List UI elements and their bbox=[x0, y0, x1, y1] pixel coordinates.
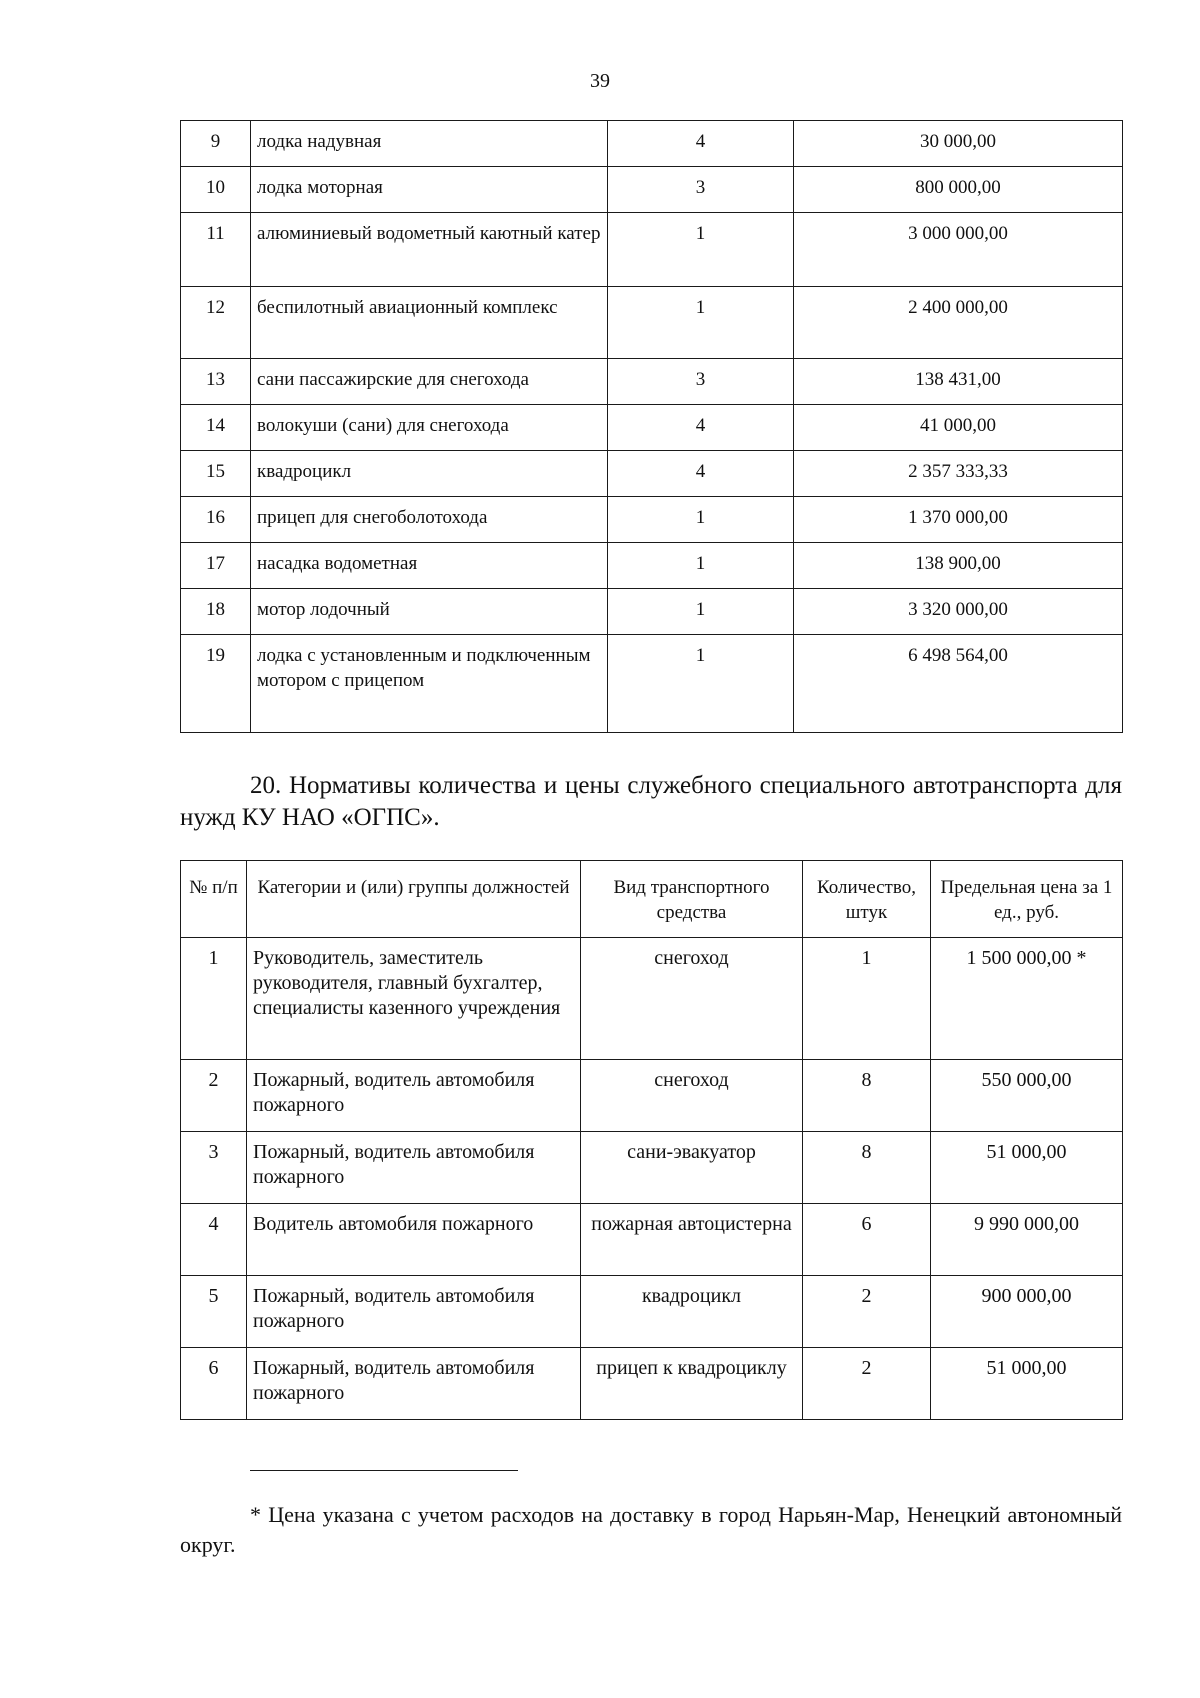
item-price: 2 400 000,00 bbox=[794, 287, 1123, 359]
item-price: 3 320 000,00 bbox=[794, 589, 1123, 635]
position-category: Пожарный, водитель автомобиля пожарного bbox=[247, 1060, 581, 1132]
table-row bbox=[181, 359, 1123, 405]
row-number: 11 bbox=[181, 213, 251, 287]
vehicle-price: 550 000,00 bbox=[931, 1060, 1123, 1132]
vehicle-type: квадроцикл bbox=[581, 1276, 803, 1348]
vehicle-price: 51 000,00 bbox=[931, 1348, 1123, 1420]
vehicle-price: 900 000,00 bbox=[931, 1276, 1123, 1348]
vehicle-quantity: 1 bbox=[803, 938, 931, 1060]
item-quantity: 1 bbox=[608, 497, 794, 543]
item-name: алюминиевый водометный каютный катер bbox=[251, 213, 608, 287]
item-name: лодка моторная bbox=[251, 167, 608, 213]
vehicle-quantity: 2 bbox=[803, 1276, 931, 1348]
row-number: 10 bbox=[181, 167, 251, 213]
vehicle-type: снегоход bbox=[581, 1060, 803, 1132]
item-price: 138 431,00 bbox=[794, 359, 1123, 405]
table-row bbox=[181, 938, 1123, 1060]
table-row bbox=[181, 1060, 1123, 1132]
table-row bbox=[181, 213, 1123, 287]
table-header-row bbox=[181, 861, 1123, 938]
vehicle-standards-table bbox=[180, 860, 1123, 1420]
item-name: мотор лодочный bbox=[251, 589, 608, 635]
table-row bbox=[181, 1348, 1123, 1420]
table-row bbox=[181, 287, 1123, 359]
table-row bbox=[181, 1276, 1123, 1348]
table-row bbox=[181, 1132, 1123, 1204]
equipment-table bbox=[180, 120, 1123, 733]
position-category: Пожарный, водитель автомобиля пожарного bbox=[247, 1132, 581, 1204]
header-quantity: Количество, штук bbox=[803, 861, 931, 938]
item-name: прицеп для снегоболотохода bbox=[251, 497, 608, 543]
row-number: 5 bbox=[181, 1276, 247, 1348]
table-row bbox=[181, 405, 1123, 451]
page-number: 39 bbox=[590, 70, 610, 92]
row-number: 15 bbox=[181, 451, 251, 497]
header-price: Предельная цена за 1 ед., руб. bbox=[931, 861, 1123, 938]
row-number: 6 bbox=[181, 1348, 247, 1420]
row-number: 1 bbox=[181, 938, 247, 1060]
item-price: 3 000 000,00 bbox=[794, 213, 1123, 287]
position-category: Водитель автомобиля пожарного bbox=[247, 1204, 581, 1276]
header-number: № п/п bbox=[181, 861, 247, 938]
vehicle-price: 1 500 000,00 * bbox=[931, 938, 1123, 1060]
vehicle-quantity: 6 bbox=[803, 1204, 931, 1276]
vehicle-price: 9 990 000,00 bbox=[931, 1204, 1123, 1276]
item-quantity: 3 bbox=[608, 167, 794, 213]
row-number: 2 bbox=[181, 1060, 247, 1132]
vehicle-type: пожарная автоцистерна bbox=[581, 1204, 803, 1276]
vehicle-price: 51 000,00 bbox=[931, 1132, 1123, 1204]
item-price: 1 370 000,00 bbox=[794, 497, 1123, 543]
item-quantity: 1 bbox=[608, 287, 794, 359]
item-quantity: 1 bbox=[608, 213, 794, 287]
row-number: 19 bbox=[181, 635, 251, 733]
row-number: 18 bbox=[181, 589, 251, 635]
position-category: Руководитель, заместитель руководителя, главный бухгалтер, специалисты казенного учреждения bbox=[247, 938, 581, 1060]
position-category: Пожарный, водитель автомобиля пожарного bbox=[247, 1348, 581, 1420]
item-price: 800 000,00 bbox=[794, 167, 1123, 213]
item-quantity: 1 bbox=[608, 635, 794, 733]
table-row bbox=[181, 497, 1123, 543]
item-quantity: 1 bbox=[608, 543, 794, 589]
table-row bbox=[181, 121, 1123, 167]
item-name: квадроцикл bbox=[251, 451, 608, 497]
item-name: сани пассажирские для снегохода bbox=[251, 359, 608, 405]
row-number: 13 bbox=[181, 359, 251, 405]
table-row bbox=[181, 543, 1123, 589]
header-category: Категории и (или) группы должностей bbox=[247, 861, 581, 938]
item-quantity: 3 bbox=[608, 359, 794, 405]
table-row bbox=[181, 167, 1123, 213]
table-row bbox=[181, 589, 1123, 635]
item-name: лодка надувная bbox=[251, 121, 608, 167]
section-heading: 20. Нормативы количества и цены служебного специального автотранспорта для нужд КУ НАО «ОГПС». bbox=[180, 772, 1122, 831]
item-quantity: 4 bbox=[608, 451, 794, 497]
table-row bbox=[181, 1204, 1123, 1276]
row-number: 4 bbox=[181, 1204, 247, 1276]
item-quantity: 1 bbox=[608, 589, 794, 635]
position-category: Пожарный, водитель автомобиля пожарного bbox=[247, 1276, 581, 1348]
header-vehicle: Вид транспортного средства bbox=[581, 861, 803, 938]
footnote: * Цена указана с учетом расходов на доставку в город Нарьян-Мар, Ненецкий автономный округ. bbox=[180, 1502, 1122, 1557]
row-number: 16 bbox=[181, 497, 251, 543]
row-number: 9 bbox=[181, 121, 251, 167]
row-number: 3 bbox=[181, 1132, 247, 1204]
item-price: 2 357 333,33 bbox=[794, 451, 1123, 497]
item-quantity: 4 bbox=[608, 121, 794, 167]
item-quantity: 4 bbox=[608, 405, 794, 451]
item-name: беспилотный авиационный комплекс bbox=[251, 287, 608, 359]
row-number: 17 bbox=[181, 543, 251, 589]
item-name: насадка водометная bbox=[251, 543, 608, 589]
vehicle-type: снегоход bbox=[581, 938, 803, 1060]
item-price: 41 000,00 bbox=[794, 405, 1123, 451]
vehicle-quantity: 8 bbox=[803, 1060, 931, 1132]
item-price: 138 900,00 bbox=[794, 543, 1123, 589]
item-name: волокуши (сани) для снегохода bbox=[251, 405, 608, 451]
table-row bbox=[181, 635, 1123, 733]
row-number: 14 bbox=[181, 405, 251, 451]
row-number: 12 bbox=[181, 287, 251, 359]
table-row bbox=[181, 451, 1123, 497]
vehicle-quantity: 8 bbox=[803, 1132, 931, 1204]
item-name: лодка с установленным и подключенным мотором с прицепом bbox=[251, 635, 608, 733]
vehicle-type: прицеп к квадроциклу bbox=[581, 1348, 803, 1420]
vehicle-type: сани-эвакуатор bbox=[581, 1132, 803, 1204]
footnote-divider bbox=[250, 1470, 518, 1471]
item-price: 30 000,00 bbox=[794, 121, 1123, 167]
item-price: 6 498 564,00 bbox=[794, 635, 1123, 733]
vehicle-quantity: 2 bbox=[803, 1348, 931, 1420]
